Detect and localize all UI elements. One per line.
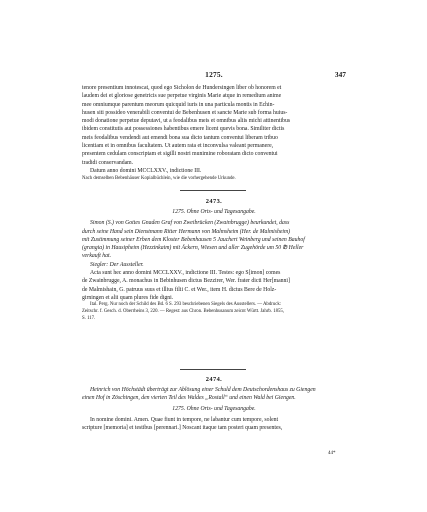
text-line: tradidi conservandam. (82, 159, 134, 166)
document-number: 2474. (205, 376, 223, 383)
text-line: girningen et alii quam plures fide digni. (82, 294, 174, 301)
document-2473 (82, 198, 346, 323)
text-line: meis feodalibus vendendi aut emendi bona sua dicto tantum conventui liberam tribuo (82, 134, 278, 141)
running-head-year: 1275. (205, 70, 223, 79)
text-line: husen siti possideo venerabili conventui de Bebenhusen et sancte Marie sub forma huius- (82, 109, 288, 116)
text-line: presentem cedulam conscriptam et sigilli nostri munimine roboratam dicto conventui (82, 151, 278, 158)
text-line: tenore presentium innotescat, quod ego Sicholon de Hundersingen liber ob honorem et (82, 85, 282, 91)
document-text (82, 416, 346, 433)
text-line: de Zwainbrugge, A. monachus in Bebinhusen dictus Bezzirer, Wer. frater dicti Her[manni] (82, 278, 290, 285)
text-line: de Malmishain, G. patruus suus et illius filii C. et Wer., item H. dictus Bere de Holz- (82, 286, 277, 293)
document-2474 (82, 376, 346, 432)
continuation-paragraph (82, 84, 346, 183)
text-line: ibidem constitutis aut possessiones habentibus emere licent quevis bona. Similiter dictis (82, 126, 285, 133)
note-line: S. 117. (82, 315, 96, 321)
source-note: Nach demselben Bebenhäuser Kopialbüchlein, wie die vorhergehende Urkunde. (82, 176, 236, 182)
regest-line: Heinrich von Höchstädt überträgt zur Ablösung einer Schuld dem Deutschordenshaus zu Giengen (90, 387, 316, 393)
note-line: Ital. Perg. Nur noch der Schild des Bd. 6 S. 293 beschriebenen Siegels des Ausstellers. — Abdruck: (90, 302, 282, 308)
regest-line: durch seine Hand sein Dienstmann Ritter Hermann von Malmsheim (Her. de Malmisheim) (82, 228, 291, 235)
page-header (82, 70, 346, 80)
regest-line: einen Hof in Zöschingen, den vierten Teil des Waldes „Rostall“ und einen Wald bei Giengen. (82, 395, 296, 402)
text-line: mee omniumque parentum meorum quicquid iuris in una particula montis in Echin- (82, 101, 275, 108)
regest-line: (grangia) in Hausipheim (Hezzinkaim) mit Äckern, Wiesen und aller Zugehörde um 50 ℔ Heller (82, 245, 304, 252)
regest-line: mit Zustimmung seiner Erben dem Kloster Bebenhausen 5 Jauchert Weinberg und seinen Bauhof (82, 236, 305, 243)
text-line: Acta sunt hec anno domini MCCLXXV., indictione III. Testes: ego S[imon] comes (90, 270, 281, 277)
document-date: 1275. Ohne Orts- und Tagesangabe. (172, 405, 256, 412)
document-date: 1275. Ohne Orts- und Tagesangabe. (172, 209, 256, 215)
section-divider (180, 190, 246, 191)
regest-line: Simon (S.) von Gottes Gnaden Graf von Zweibrücken (Zwainbrugge) beurkundet, dass (90, 220, 290, 227)
source-note (82, 302, 346, 322)
regest (82, 386, 346, 403)
regest-line: verkauft hat. (82, 253, 112, 260)
datum-line: Datum anno domini MCCLXXV., indictione III. (90, 167, 202, 174)
signature-mark: 44* (328, 451, 336, 456)
sealer-line: Siegler: Der Aussteller. (90, 261, 144, 268)
document-number: 2473. (205, 198, 223, 205)
act-text (82, 269, 346, 302)
note-line: Zeitschr. f. Gesch. d. Oberrheins 3, 220. — Regest: aus Chron. Bebenhusanum zeicnt Württ. Jahrb. 1855, (82, 309, 285, 315)
text-line: In nomine domini. Amen. Quae fiunt in tempore, ne labantur cum tempore, solent (90, 416, 279, 423)
section-divider (180, 369, 246, 370)
text-line: laudem dei et gloriose genetricis sue perpetue virginis Marie atque in remedium anime (82, 93, 282, 100)
page-number: 347 (334, 70, 346, 79)
text-line: scripture [memoria] et testibus [perennari.] Noscant itaque tam posteri quam presentes, (82, 425, 283, 432)
text-line: licentiam et in omnibus facultatem. Ut autem rata et inconvulsa valeant permanere, (82, 143, 274, 150)
regest (82, 219, 346, 260)
text-line: modi donatione perpetue deputavi, ut a feodalibus meis et omnibus aliis michi attinentibus (82, 118, 291, 125)
